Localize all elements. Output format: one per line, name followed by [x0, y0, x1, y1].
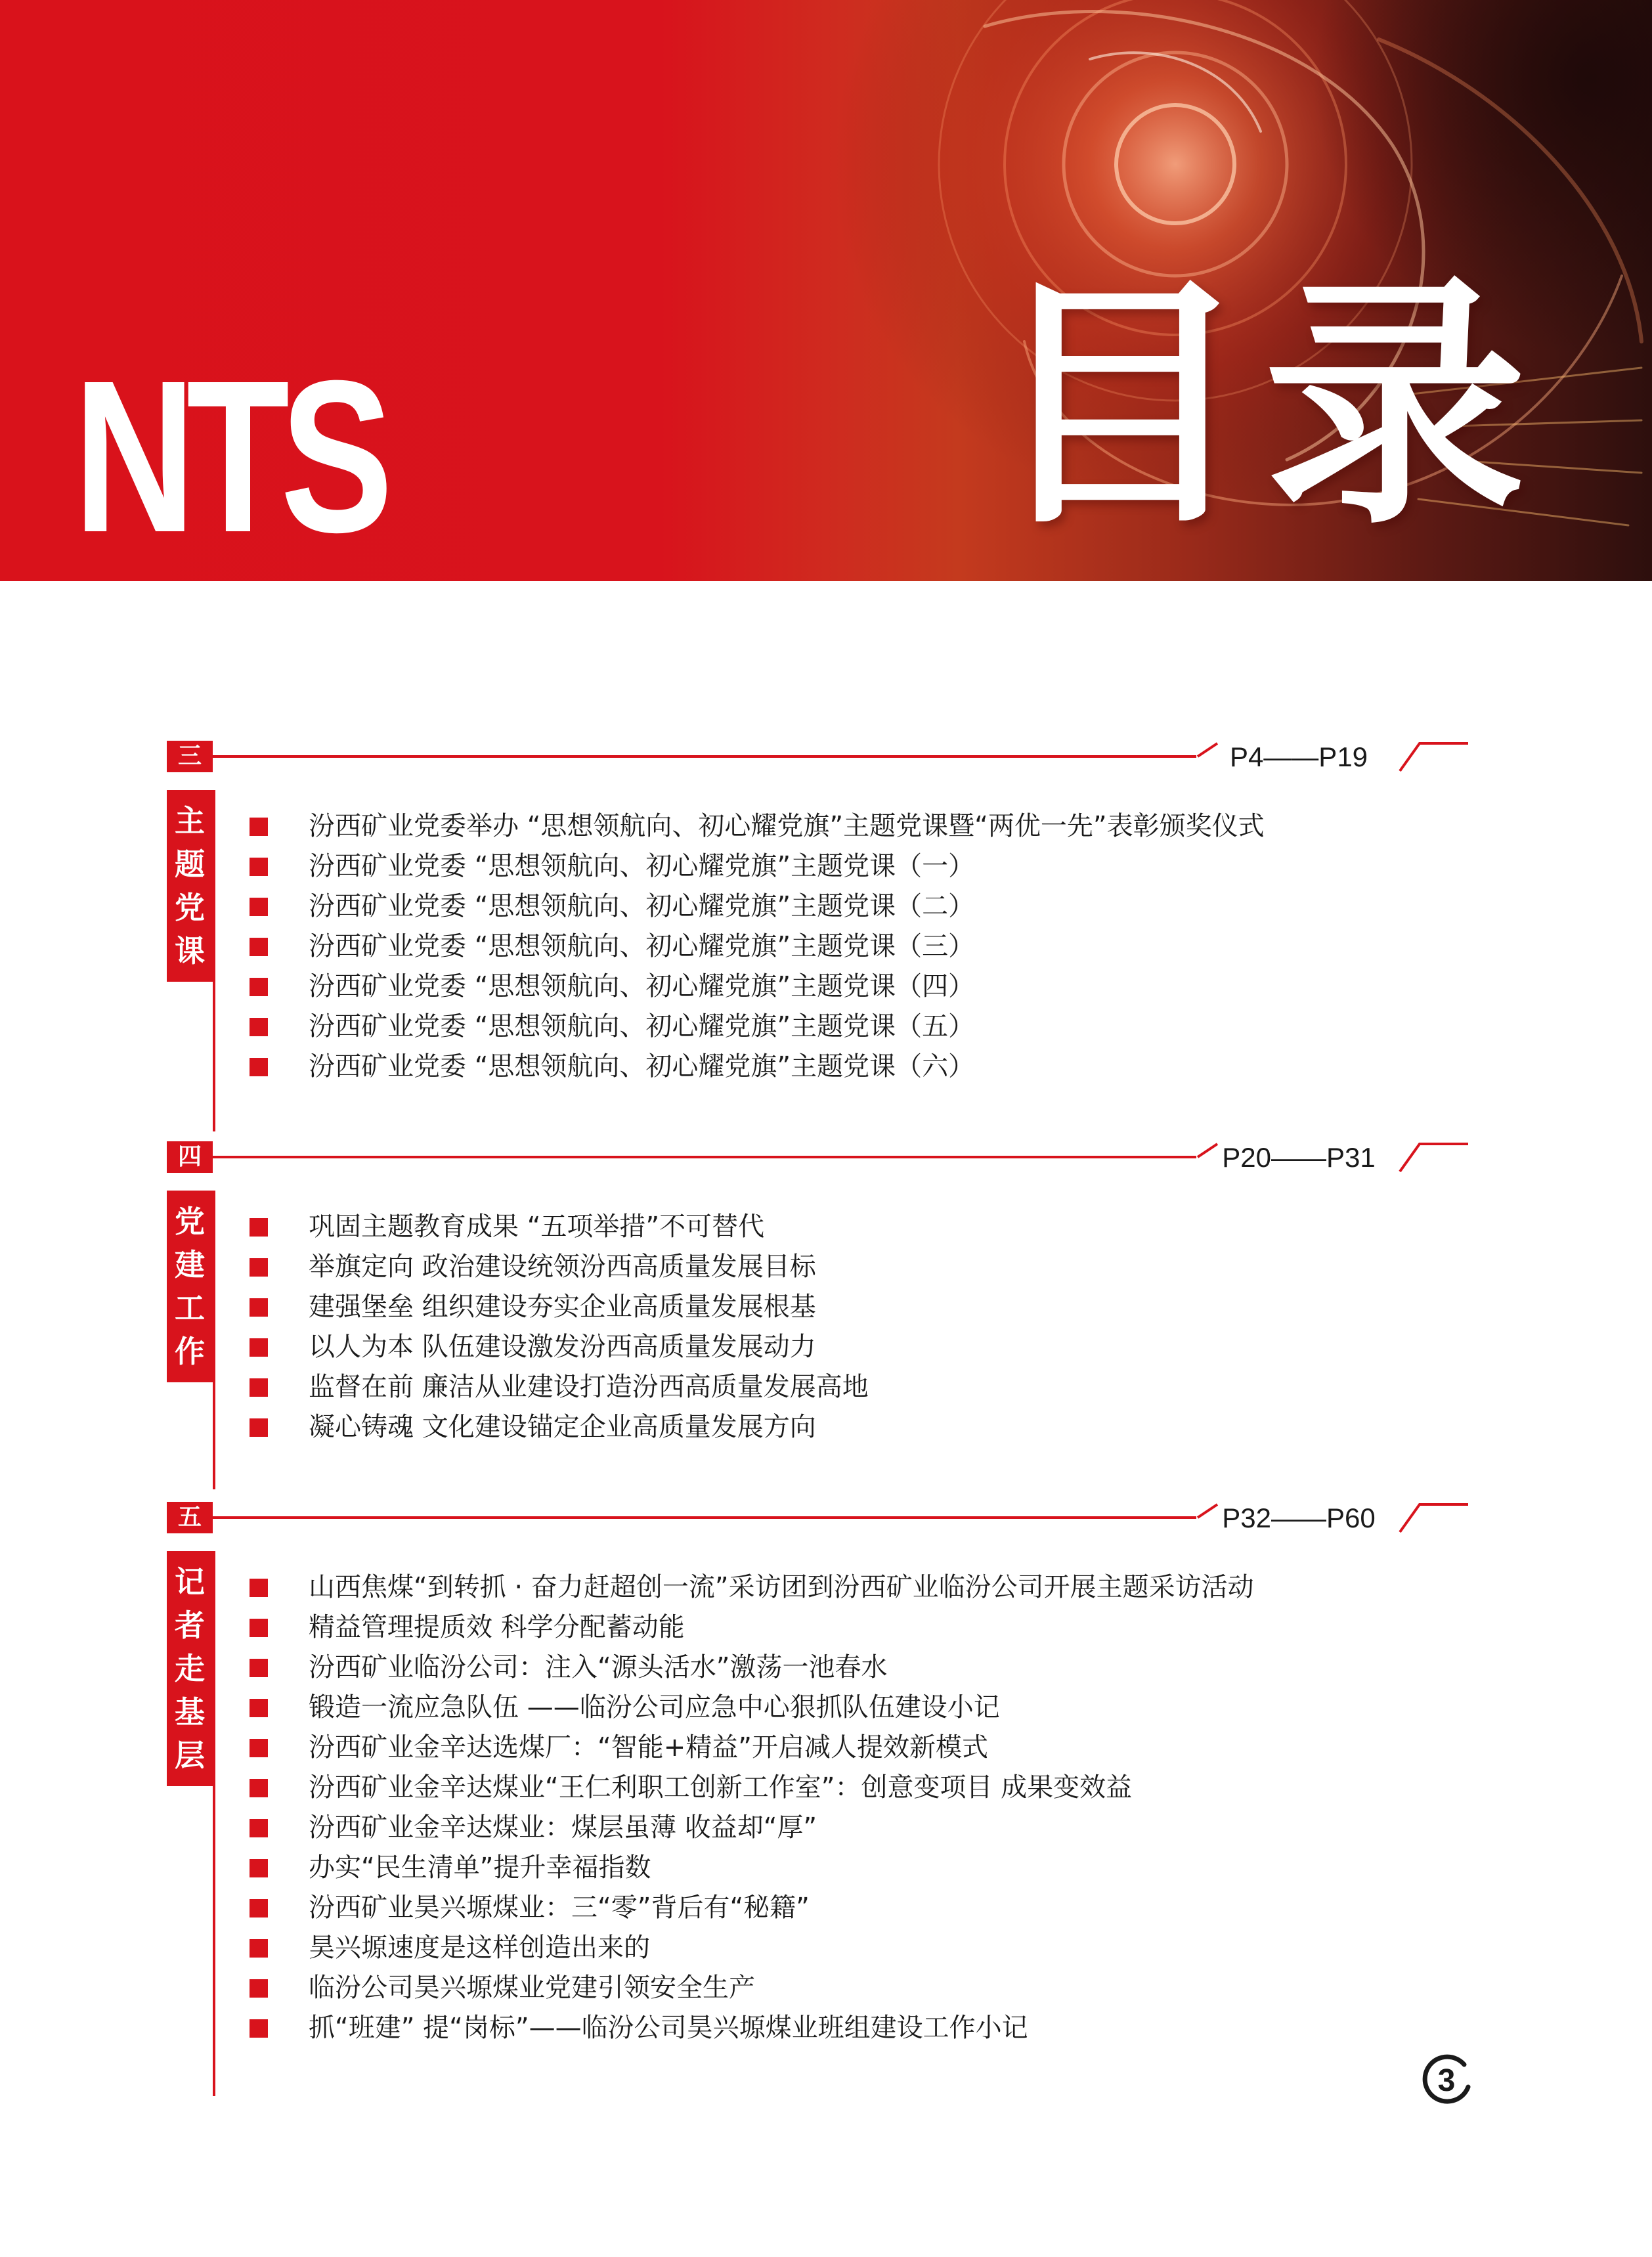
toc-item[interactable]	[250, 1928, 1254, 1968]
toc-list	[250, 806, 1265, 1087]
square-bullet-icon	[250, 1699, 268, 1717]
toc-item[interactable]	[250, 1688, 1254, 1728]
toc-item[interactable]	[250, 1327, 869, 1367]
section-title-char: 层	[175, 1738, 205, 1773]
toc-item-label: 监督在前 廉洁从业建设打造汾西高质量发展高地	[309, 1372, 869, 1402]
toc-item[interactable]	[250, 1007, 1265, 1047]
toc-item-label: 汾西矿业党委 “思想领航向、初心耀党旗”主题党课（四）	[309, 971, 975, 1001]
toc-item-label: 建强堡垒 组织建设夯实企业高质量发展根基	[309, 1292, 816, 1322]
square-bullet-icon	[250, 1298, 268, 1317]
toc-item-label: 汾西矿业党委 “思想领航向、初心耀党旗”主题党课（三）	[309, 931, 975, 961]
section-title-char: 建	[175, 1247, 205, 1282]
square-bullet-icon	[250, 1619, 268, 1637]
square-bullet-icon	[250, 818, 268, 836]
section-rule	[213, 1156, 1196, 1158]
square-bullet-icon	[250, 1899, 268, 1917]
section-title-char: 工	[175, 1290, 205, 1326]
toc-item[interactable]	[250, 1287, 869, 1327]
toc-item-label: 汾西矿业金辛达选煤厂：“智能+精益”开启减人提效新模式	[309, 1732, 988, 1763]
page-range: P20——P31	[1222, 1142, 1376, 1173]
toc-item[interactable]	[250, 1768, 1254, 1808]
square-bullet-icon	[250, 1018, 268, 1036]
toc-item-label: 举旗定向 政治建设统领汾西高质量发展目标	[309, 1252, 816, 1282]
toc-item[interactable]	[250, 1207, 869, 1247]
section-title-char: 课	[175, 933, 205, 969]
toc-item-label: 锻造一流应急队伍 ——临汾公司应急中心狠抓队伍建设小记	[309, 1692, 1000, 1722]
toc-item-label: 汾西矿业党委 “思想领航向、初心耀党旗”主题党课（五）	[309, 1011, 975, 1041]
square-bullet-icon	[250, 978, 268, 996]
toc-item[interactable]	[250, 1407, 869, 1447]
section-rule	[213, 1516, 1196, 1519]
toc-item[interactable]	[250, 2008, 1254, 2048]
toc-item-label: 汾西矿业金辛达煤业“王仁利职工创新工作室”：创意变项目 成果变效益	[309, 1772, 1133, 1803]
toc-item[interactable]	[250, 846, 1265, 887]
toc-item[interactable]	[250, 927, 1265, 967]
square-bullet-icon	[250, 1659, 268, 1677]
section-rule	[213, 755, 1196, 758]
square-bullet-icon	[250, 938, 268, 956]
section-vertical-rule	[213, 1191, 215, 1489]
toc-item[interactable]	[250, 1367, 869, 1407]
square-bullet-icon	[250, 2019, 268, 2038]
square-bullet-icon	[250, 1058, 268, 1076]
toc-item[interactable]	[250, 806, 1265, 846]
toc-item[interactable]	[250, 1848, 1254, 1888]
toc-item[interactable]	[250, 1808, 1254, 1848]
toc-list	[250, 1567, 1254, 2048]
toc-item[interactable]	[250, 1608, 1254, 1648]
section-vertical-rule	[213, 1551, 215, 2096]
section-title-char: 记	[175, 1564, 205, 1600]
toc-item-label: 精益管理提质效 科学分配蓄动能	[309, 1612, 685, 1642]
square-bullet-icon	[250, 858, 268, 876]
toc-item-label: 汾西矿业临汾公司：注入“源头活水”激荡一池春水	[309, 1652, 888, 1682]
square-bullet-icon	[250, 1819, 268, 1837]
square-bullet-icon	[250, 1418, 268, 1437]
page-title: 目录	[988, 254, 1540, 559]
toc-item[interactable]	[250, 1728, 1254, 1768]
section-number: 四	[167, 1141, 213, 1173]
section-title-char: 主	[175, 803, 205, 839]
section-title-vertical	[167, 790, 213, 982]
toc-item-label: 巩固主题教育成果 “五项举措”不可替代	[309, 1212, 765, 1242]
section-title-char: 党	[175, 890, 205, 925]
page-range: P4——P19	[1229, 741, 1368, 772]
section-title-vertical	[167, 1191, 213, 1382]
toc-item-label: 汾西矿业党委 “思想领航向、初心耀党旗”主题党课（二）	[309, 891, 975, 921]
toc-item[interactable]	[250, 1648, 1254, 1688]
page-number-text: 3	[1437, 2063, 1456, 2098]
square-bullet-icon	[250, 1939, 268, 1958]
section-number: 三	[167, 741, 213, 772]
square-bullet-icon	[250, 1859, 268, 1877]
square-bullet-icon	[250, 1779, 268, 1797]
toc-item-label: 办实“民生清单”提升幸福指数	[309, 1852, 651, 1883]
toc-item-label: 汾西矿业昊兴塬煤业：三“零”背后有“秘籍”	[309, 1893, 810, 1923]
page-number	[1418, 2053, 1475, 2109]
toc-item[interactable]	[250, 967, 1265, 1007]
toc-item-label: 凝心铸魂 文化建设锚定企业高质量发展方向	[309, 1412, 816, 1442]
section-title-char: 党	[175, 1204, 205, 1239]
square-bullet-icon	[250, 1258, 268, 1277]
toc-item-label: 汾西矿业党委 “思想领航向、初心耀党旗”主题党课（一）	[309, 851, 975, 881]
square-bullet-icon	[250, 1378, 268, 1397]
toc-item-label: 抓“班建” 提“岗标”——临汾公司昊兴塬煤业班组建设工作小记	[309, 2013, 1028, 2043]
magazine-logo: NTS	[74, 335, 384, 577]
square-bullet-icon	[250, 898, 268, 916]
toc-item-label: 汾西矿业金辛达煤业：煤层虽薄 收益却“厚”	[309, 1812, 817, 1843]
square-bullet-icon	[250, 1739, 268, 1757]
toc-item[interactable]	[250, 1047, 1265, 1087]
square-bullet-icon	[250, 1579, 268, 1597]
section-title-vertical	[167, 1551, 213, 1786]
square-bullet-icon	[250, 1979, 268, 1998]
section-title-char: 走	[175, 1651, 205, 1686]
header-banner	[0, 0, 1652, 581]
toc-item-label: 昊兴塬速度是这样创造出来的	[309, 1933, 650, 1963]
page-range: P32——P60	[1222, 1502, 1376, 1533]
section-title-char: 题	[175, 846, 205, 882]
toc-item[interactable]	[250, 1968, 1254, 2008]
section-vertical-rule	[213, 790, 215, 1131]
toc-item-label: 临汾公司昊兴塬煤业党建引领安全生产	[309, 1973, 755, 2003]
toc-item-label: 汾西矿业党委举办 “思想领航向、初心耀党旗”主题党课暨“两优一先”表彰颁奖仪式	[309, 811, 1265, 841]
toc-item[interactable]	[250, 1247, 869, 1287]
toc-item-label: 山西焦煤“到转抓 · 奋力赶超创一流”采访团到汾西矿业临汾公司开展主题采访活动	[309, 1572, 1254, 1602]
section-title-char: 基	[175, 1694, 205, 1730]
toc-list	[250, 1207, 869, 1447]
toc-item-label: 以人为本 队伍建设激发汾西高质量发展动力	[309, 1332, 816, 1362]
toc-item-label: 汾西矿业党委 “思想领航向、初心耀党旗”主题党课（六）	[309, 1051, 975, 1082]
section-title-char: 者	[175, 1608, 205, 1643]
square-bullet-icon	[250, 1218, 268, 1237]
section-number: 五	[167, 1502, 213, 1533]
square-bullet-icon	[250, 1338, 268, 1357]
toc-item[interactable]	[250, 1888, 1254, 1928]
toc-item[interactable]	[250, 1567, 1254, 1608]
toc-item[interactable]	[250, 887, 1265, 927]
section-title-char: 作	[175, 1334, 205, 1369]
